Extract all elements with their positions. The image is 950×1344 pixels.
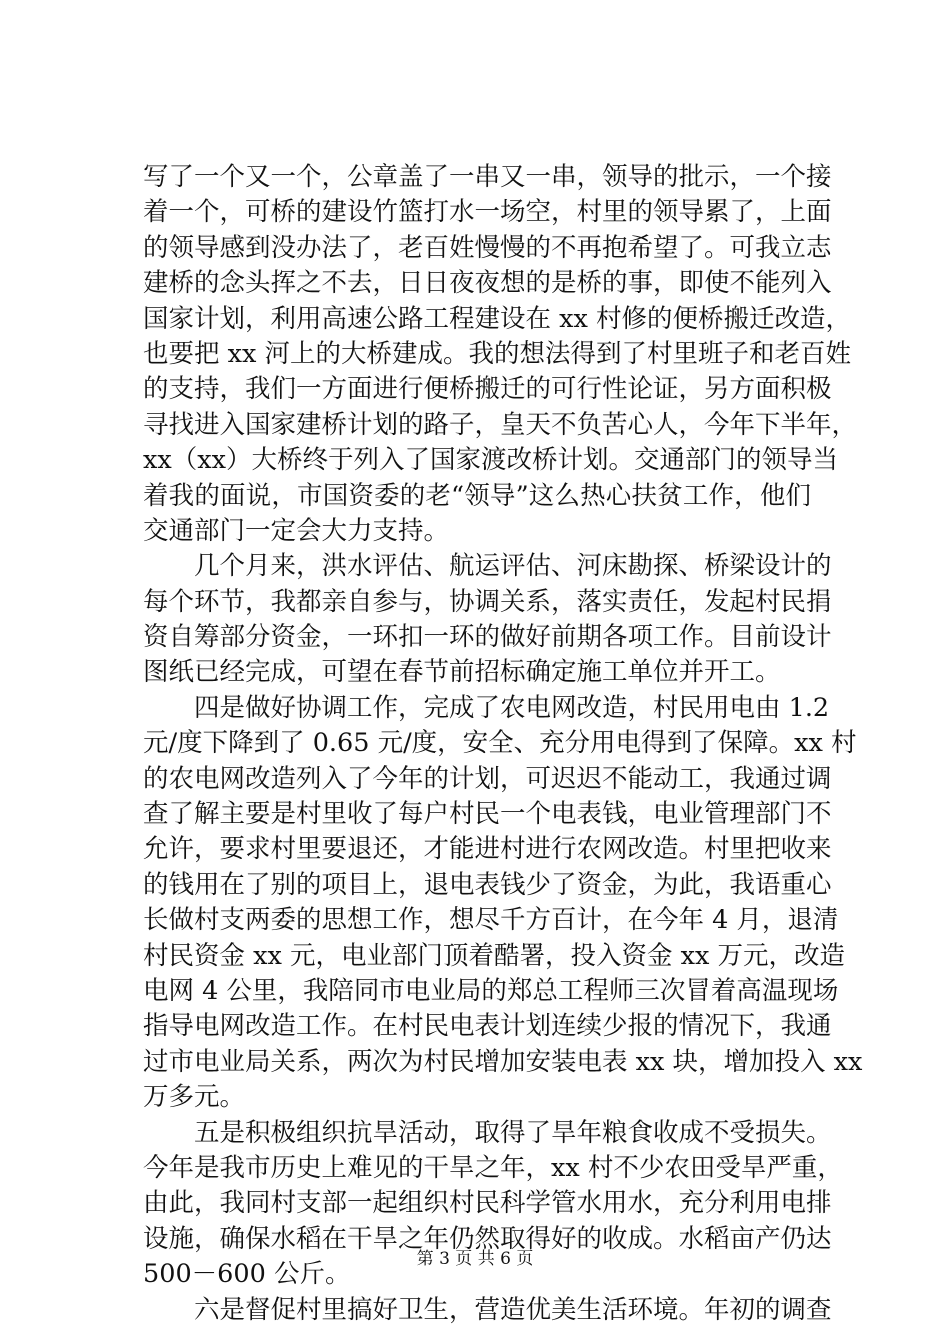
- text-line: 的钱用在了别的项目上，退电表钱少了资金，为此，我语重心: [143, 869, 832, 900]
- text-line: 几个月来，洪水评估、航运评估、河床勘探、桥梁设计的: [143, 551, 832, 582]
- page-footer: 第 3 页 共 6 页: [416, 1249, 534, 1269]
- body-text: [143, 160, 863, 1328]
- text-line: 设施，确保水稻在干旱之年仍然取得好的收成。水稻亩产仍达: [143, 1223, 832, 1254]
- text-line: 查了解主要是村里收了每户村民一个电表钱，电业管理部门不: [143, 799, 832, 830]
- text-line: 电网 4 公里，我陪同市电业局的郑总工程师三次冒着高温现场: [143, 975, 839, 1006]
- text-line: 着一个，可桥的建设竹篮打水一场空，村里的领导累了，上面: [143, 197, 832, 228]
- text-line: 六是督促村里搞好卫生，营造优美生活环境。年初的调查: [143, 1294, 832, 1325]
- text-line: 的农电网改造列入了今年的计划，可迟迟不能动工，我通过调: [143, 763, 832, 794]
- text-line: 建桥的念头挥之不去，日日夜夜想的是桥的事，即使不能列入: [143, 268, 832, 299]
- text-line: xx（xx）大桥终于列入了国家渡改桥计划。交通部门的领导当: [143, 445, 839, 476]
- text-line: 四是做好协调工作，完成了农电网改造，村民用电由 1.2: [143, 692, 830, 723]
- text-line: 由此，我同村支部一起组织村民科学管水用水，充分利用电排: [143, 1188, 832, 1219]
- text-line: 万多元。: [143, 1082, 246, 1113]
- text-line: 图纸已经完成，可望在春节前招标确定施工单位并开工。: [143, 657, 781, 688]
- text-line: 写了一个又一个，公章盖了一串又一串，领导的批示，一个接: [143, 162, 832, 192]
- text-line: 资自筹部分资金，一环扣一环的做好前期各项工作。目前设计: [143, 622, 832, 653]
- text-line: 国家计划，利用高速公路工程建设在 xx 村修的便桥搬迁改造，: [143, 303, 851, 334]
- text-line: 长做村支两委的思想工作，想尽千方百计，在今年 4 月，退清: [143, 905, 839, 936]
- text-line: 500－600 公斤。: [143, 1259, 351, 1290]
- text-line: 指导电网改造工作。在村民电表计划连续少报的情况下，我通: [143, 1011, 832, 1042]
- text-line: 着我的面说，市国资委的老“领导”这么热心扶贫工作，他们: [143, 480, 811, 511]
- text-line: 元/度下降到了 0.65 元/度，安全、充分用电得到了保障。xx 村: [143, 728, 857, 759]
- text-line: 交通部门一定会大力支持。: [143, 515, 450, 546]
- text-line: 也要把 xx 河上的大桥建成。我的想法得到了村里班子和老百姓: [143, 338, 851, 369]
- text-line: 的领导感到没办法了，老百姓慢慢的不再抱希望了。可我立志: [143, 232, 832, 263]
- text-line: 每个环节，我都亲自参与，协调关系，落实责任，发起村民捐: [143, 586, 832, 617]
- text-line: 寻找进入国家建桥计划的路子，皇天不负苦心人，今年下半年，: [143, 409, 858, 440]
- text-line: 村民资金 xx 元，电业部门顶着酷署，投入资金 xx 万元，改造: [143, 940, 845, 971]
- text-line: 的支持，我们一方面进行便桥搬迁的可行性论证，另方面积极: [143, 374, 832, 405]
- text-line: 过市电业局关系，两次为村民增加安装电表 xx 块，增加投入 xx: [143, 1046, 863, 1077]
- text-line: 今年是我市历史上难见的干旱之年，xx 村不少农田受旱严重，: [143, 1152, 843, 1183]
- text-line: 五是积极组织抗旱活动，取得了旱年粮食收成不受损失。: [143, 1117, 832, 1148]
- text-line: 允许，要求村里要退还，才能进村进行农网改造。村里把收来: [143, 834, 832, 865]
